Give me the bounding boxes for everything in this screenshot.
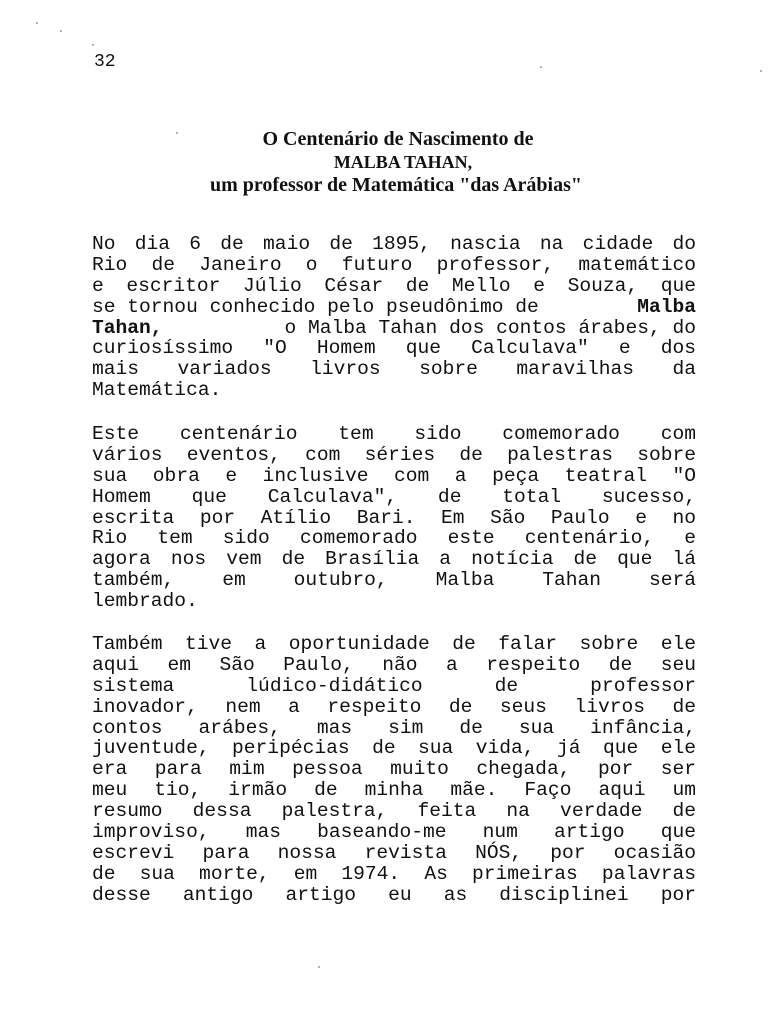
text-line: aqui em São Paulo, não a respeito de seu bbox=[92, 653, 696, 676]
text-line: No dia 6 de maio de 1895, nascia na cidade do bbox=[92, 233, 696, 255]
text-line: Também tive a oportunidade de falar sobre ele bbox=[92, 633, 696, 655]
text-segment: o Malba Tahan dos contos árabes, do bbox=[284, 316, 696, 339]
scan-speck bbox=[60, 30, 62, 32]
text-line: meu tio, irmão de minha mãe. Faço aqui um bbox=[92, 779, 696, 802]
text-line: desse antigo artigo eu as disciplinei por bbox=[92, 883, 696, 906]
paragraph-1 bbox=[92, 234, 696, 401]
paragraph-2 bbox=[92, 424, 696, 612]
text-line: Rio de Janeiro o futuro professor, matemático bbox=[92, 253, 696, 276]
text-line: escrita por Atílio Bari. Em São Paulo e no bbox=[92, 506, 696, 529]
text-line: de sua morte, em 1974. As primeiras palavras bbox=[92, 862, 696, 885]
author-pseudonym-part-1: Malba bbox=[637, 295, 696, 318]
scan-speck bbox=[92, 44, 94, 46]
text-line: Matemática. bbox=[92, 379, 222, 402]
author-pseudonym-part-2: Tahan, bbox=[92, 316, 163, 339]
text-line: contos arábes, mas sim de sua infância, bbox=[92, 716, 696, 739]
scan-speck bbox=[318, 966, 320, 968]
paragraph-3 bbox=[92, 634, 696, 906]
text-line: agora nos vem de Brasília a notícia de que lá bbox=[92, 548, 696, 571]
text-line: era para mim pessoa muito chegada, por ser bbox=[92, 758, 696, 781]
scan-speck bbox=[36, 22, 38, 24]
text-line: mais variados livros sobre maravilhas da bbox=[92, 358, 696, 381]
text-line bbox=[92, 318, 696, 339]
text-segment: se tornou conhecido pelo pseudônimo de bbox=[92, 295, 539, 318]
page-number: 32 bbox=[94, 52, 116, 72]
title-line-2: MALBA TAHAN, bbox=[333, 152, 473, 172]
text-line: inovador, nem a respeito de seus livros de bbox=[92, 695, 696, 718]
text-line: também, em outubro, Malba Tahan será bbox=[92, 569, 696, 592]
text-line: vários eventos, com séries de palestras sobre bbox=[92, 443, 696, 466]
text-line: Homem que Calculava", de total sucesso, bbox=[92, 485, 696, 508]
title-line-3: um professor de Matemática "das Arábias" bbox=[209, 174, 582, 196]
text-line: sua obra e inclusive com a peça teatral "O bbox=[92, 464, 696, 487]
text-line bbox=[92, 297, 696, 318]
scan-speck bbox=[540, 66, 542, 68]
article-title bbox=[0, 128, 768, 197]
title-line-1: O Centenário de Nascimento de bbox=[262, 128, 534, 150]
text-line: Rio tem sido comemorado este centenário, e bbox=[92, 527, 696, 550]
text-line: e escritor Júlio César de Mello e Souza, que bbox=[92, 274, 696, 297]
text-line: lembrado. bbox=[92, 590, 198, 613]
scan-speck bbox=[176, 132, 178, 134]
scan-speck bbox=[760, 70, 762, 72]
text-line: escrevi para nossa revista NÓS, por ocasião bbox=[92, 841, 696, 864]
text-line: curiosíssimo "O Homem que Calculava" e dos bbox=[92, 337, 696, 360]
text-line: resumo dessa palestra, feita na verdade de bbox=[92, 800, 696, 823]
text-line: improviso, mas baseando-me num artigo que bbox=[92, 821, 696, 844]
text-line: Este centenário tem sido comemorado com bbox=[92, 423, 696, 445]
text-line: juventude, peripécias de sua vida, já que ele bbox=[92, 737, 696, 760]
text-line: sistema lúdico-didático de professor bbox=[92, 674, 696, 697]
